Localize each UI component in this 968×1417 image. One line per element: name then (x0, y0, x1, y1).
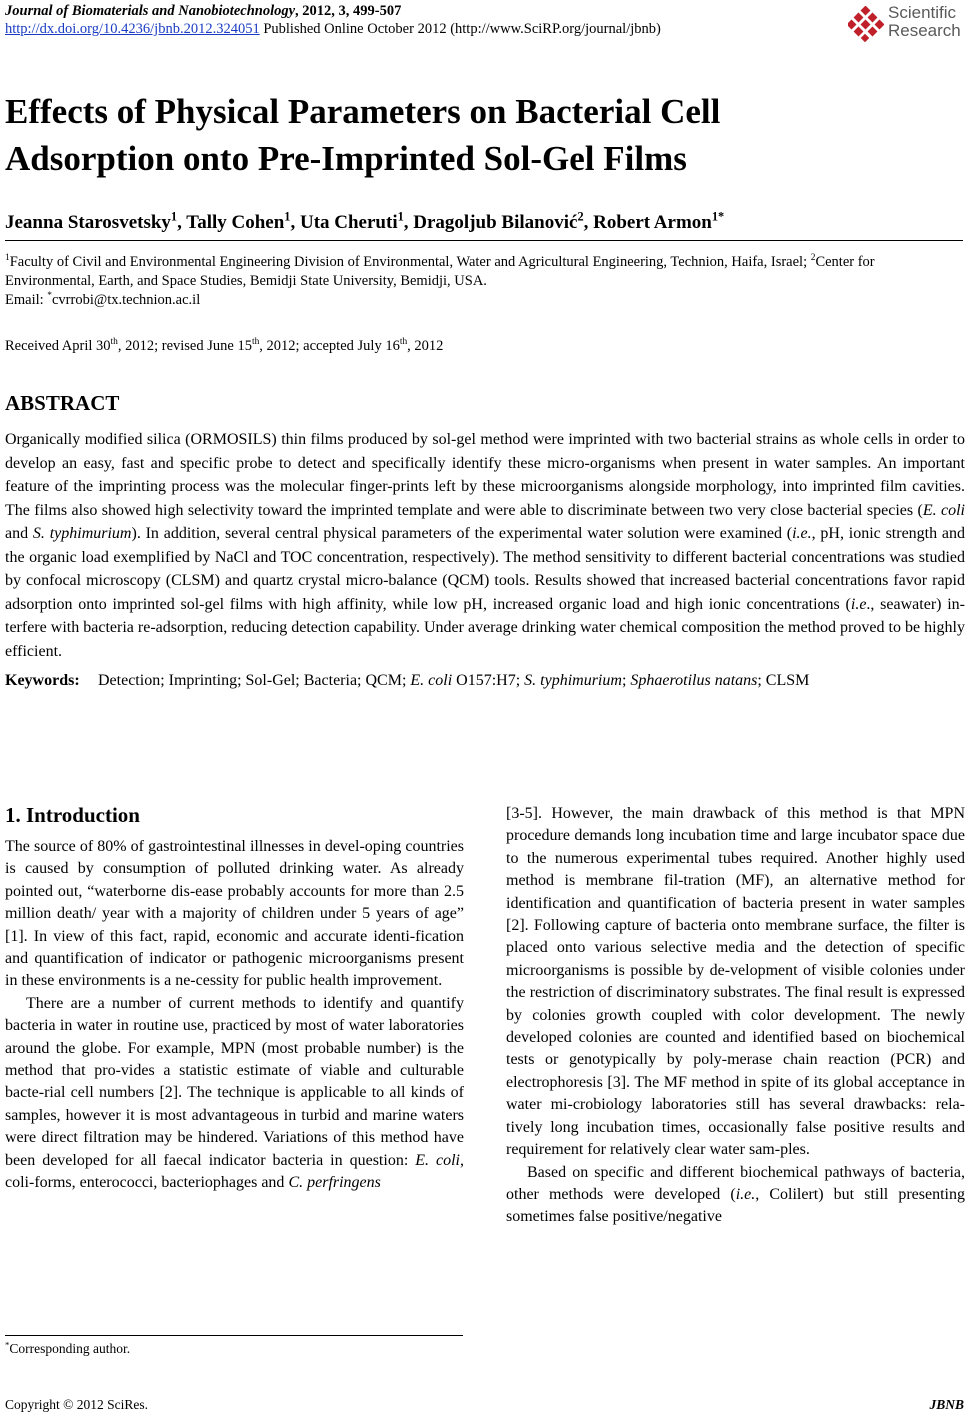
abstract-text: Organically modified silica (ORMOSILS) thin films produced by sol-gel method were imprinted with two bacterial strains as whole cells in order to develop an easy, fast and specific probe to detect and specifically identify these micro-organisms when present in water samples. An important feature of the imprinting process was the molecular finger-prints left by these microorganisms alongside morphology, into imprinted film cavities. The films also showed high selectivity toward the imprinted template and were able to discriminate between two very close bacterial species ( (5, 431, 965, 519)
keywords-list (98, 669, 958, 692)
intro-text: There are a number of current methods to identify and quantify bacteria in water in routine use, practiced by most of water laboratories around the globe. For example, MPN (most probable number) is the method that pro-vides a statistic estimate of viable and culturable bacte-rial cell numbers [2]. The technique is applicable to all kinds of samples, however it is most advantageous in turbid and marine waters were direct filtration may be hindered. Variations of this method have been developed for all faecal indicator bacteria in question: (5, 994, 464, 1169)
journal-citation (5, 3, 401, 20)
author-affil-sup: 1* (711, 209, 725, 224)
affil-sup: 1 (5, 253, 10, 264)
intro-paragraph (506, 1162, 965, 1229)
author-list (5, 209, 963, 234)
abbrev-ie: i.e (850, 595, 867, 613)
affiliation-text (5, 253, 965, 291)
received-part: , 2012; revised June 15 (117, 338, 252, 354)
intro-text: Based on specific and different biochemical pathways of bacteria, other methods were developed ( (506, 1163, 965, 1203)
journal-abbreviation: JBNB (929, 1397, 964, 1412)
logo-text-scientific: Scientific (888, 3, 957, 22)
copyright-notice: Copyright © 2012 SciRes. (5, 1397, 149, 1412)
email-line (5, 291, 965, 310)
abstract-paragraph (5, 428, 965, 663)
abbrev-ie: i.e. (735, 1185, 756, 1203)
received-part: Received April 30 (5, 338, 111, 354)
affil-sup: 2 (810, 253, 816, 264)
species-name: E. coli (415, 1151, 460, 1169)
received-dates (5, 338, 443, 355)
keyword-species: E. coli (410, 672, 453, 689)
section-heading-introduction: 1. Introduction (5, 803, 140, 827)
affiliations (5, 253, 965, 310)
logo-text-research: Research (888, 21, 961, 40)
email-label: Email: (5, 292, 48, 308)
left-column (5, 836, 464, 1195)
email-sup: * (47, 291, 52, 302)
abstract-text: ). In addition, several central physical parameters of the experimental water solution were examined ( (131, 525, 793, 542)
footnote-sup: * (5, 1339, 10, 1350)
author-separator: , (583, 212, 594, 233)
species-name: S. typhimurium (32, 525, 132, 542)
species-name: E. coli (922, 501, 966, 519)
doi-link[interactable]: http://dx.doi.org/10.4236/jbnb.2012.324051 (5, 21, 260, 37)
author-name: Uta Cheruti (299, 212, 398, 233)
intro-paragraph: [3-5]. However, the main drawback of this method is that MPN procedure demands long incubation time and large incubator space due to the numerous experimental tubes required. Another highly used method is membrane fil-tration (MF), an alternative method for identification and quantification of bacteria present in water samples [2]. Following capture of bacteria onto membrane surface, the filter is placed onto various selective media and the detection of specific microorganisms is possible by de-velopment of visible colonies under the restriction of discriminatory substrates. The final result is expressed by colonies growth coupled with color development. The newly developed colonies are counted and identified based on biochemical tests or genotypically by poly-merase chain reaction (PCR) and electrophoresis [3]. The MF method in spite of its global acceptance in water mi-crobiology laboratories still has several drawbacks: rela-tively long incubation times, occasionally false positive results and requirement for relatively clear water sam-ples. (506, 805, 965, 1159)
published-note: Published Online October 2012 (http://www.SciRP.org/journal/jbnb) (259, 21, 661, 37)
author-affil-sup: 2 (577, 209, 584, 224)
affiliation-1: Faculty of Civil and Environmental Engineering Division of Environmental, Water and Agricultural Engineering, Technion, Haifa, Israel; (9, 254, 811, 270)
abstract-body (5, 428, 965, 663)
keywords-label: Keywords: (5, 672, 80, 689)
author-separator: , (403, 212, 414, 233)
author-separator: , (290, 212, 300, 233)
right-column (506, 803, 965, 1229)
title-line-1: Effects of Physical Parameters on Bacterial Cell (5, 92, 721, 131)
keyword-species: S. typhimurium (524, 672, 622, 689)
footnote-text: Corresponding author. (9, 1341, 131, 1356)
received-part: , 2012 (407, 338, 444, 354)
doi-line (5, 21, 661, 38)
keyword-text: ; CLSM (757, 672, 810, 689)
title-line-2: Adsorption onto Pre-Imprinted Sol-Gel Films (5, 139, 687, 178)
author-affil-sup: 1 (397, 209, 404, 224)
date-sup: th (399, 337, 408, 348)
intro-paragraph (5, 993, 464, 1195)
abstract-text: , pH, ionic strength and the organic load exemplified by NaCl and TOC concentration, respectively). The method sensitivity to different bacterial concentrations was studied by confocal microscopy (CLSM) and quartz crystal micro-balance (QCM) tools. Results showed that increased bacterial concentrations favor rapid adsorption onto imprinted sol-gel films with high affinity, while low pH, increased organic load and high ionic concentrations ( (5, 525, 966, 613)
date-sup: th (110, 337, 118, 348)
intro-text: , Colilert) but still presenting sometimes false positive/negative (506, 1185, 965, 1226)
email-address[interactable]: cvrrobi@tx.technion.ac.il (52, 292, 201, 308)
author-name: Dragoljub Bilanović (413, 212, 578, 233)
author-name: Tally Cohen (186, 212, 285, 233)
author-affil-sup: 1 (284, 209, 291, 224)
journal-name: Journal of Biomaterials and Nanobiotechnology (5, 3, 296, 19)
keyword-text: O157:H7; (452, 672, 525, 689)
keyword-text: ; (621, 672, 631, 689)
abstract-heading: ABSTRACT (5, 391, 120, 415)
intro-text: , coli-forms, enterococci, bacteriophages and (5, 1151, 464, 1192)
journal-volume: , 2012, 3, 499-507 (295, 3, 402, 19)
author-name: Jeanna Starosvetsky (5, 212, 171, 233)
article-title (5, 88, 955, 182)
abstract-text: ., seawater) in-terfere with bacteria re-adsorption, reducing detection capability. Under average drinking water chemical composition the method proved to be highly efficient. (5, 595, 966, 660)
species-name: C. perfringens (288, 1174, 381, 1192)
intro-paragraph: The source of 80% of gastrointestinal illnesses in devel-oping countries is caused by consumption of polluted drinking water. As already pointed out, “waterborne dis-ease probably accounts for more than 2.5 million death/ year with a majority of children under 5 years of age” [1]. In view of this fact, rapid, economic and accurate identi-fication and quantification of indicator or pathogenic microorganisms present in these environments is a ne-cessity for public health improvement. (5, 838, 464, 990)
author-affil-sup: 1 (170, 209, 178, 224)
author-separator: , (177, 212, 187, 233)
date-sup: th (251, 337, 260, 348)
logo-diamond-icon (848, 6, 884, 42)
author-name: Robert Armon (593, 212, 712, 233)
keyword-text: Detection; Imprinting; Sol-Gel; Bacteria; QCM; (98, 672, 411, 689)
footnote (5, 1341, 130, 1357)
scientific-research-logo (848, 2, 966, 42)
footnote-divider (5, 1335, 463, 1336)
affiliation-2: Center for Environmental, Earth, and Space Studies, Bemidji State University, Bemidji, USA. (5, 254, 875, 289)
keyword-species: Sphaerotilus natans (630, 672, 758, 689)
abstract-text: and (5, 525, 33, 542)
abbrev-ie: i.e. (792, 525, 812, 542)
header-divider (5, 240, 963, 241)
received-part: , 2012; accepted July 16 (259, 338, 400, 354)
